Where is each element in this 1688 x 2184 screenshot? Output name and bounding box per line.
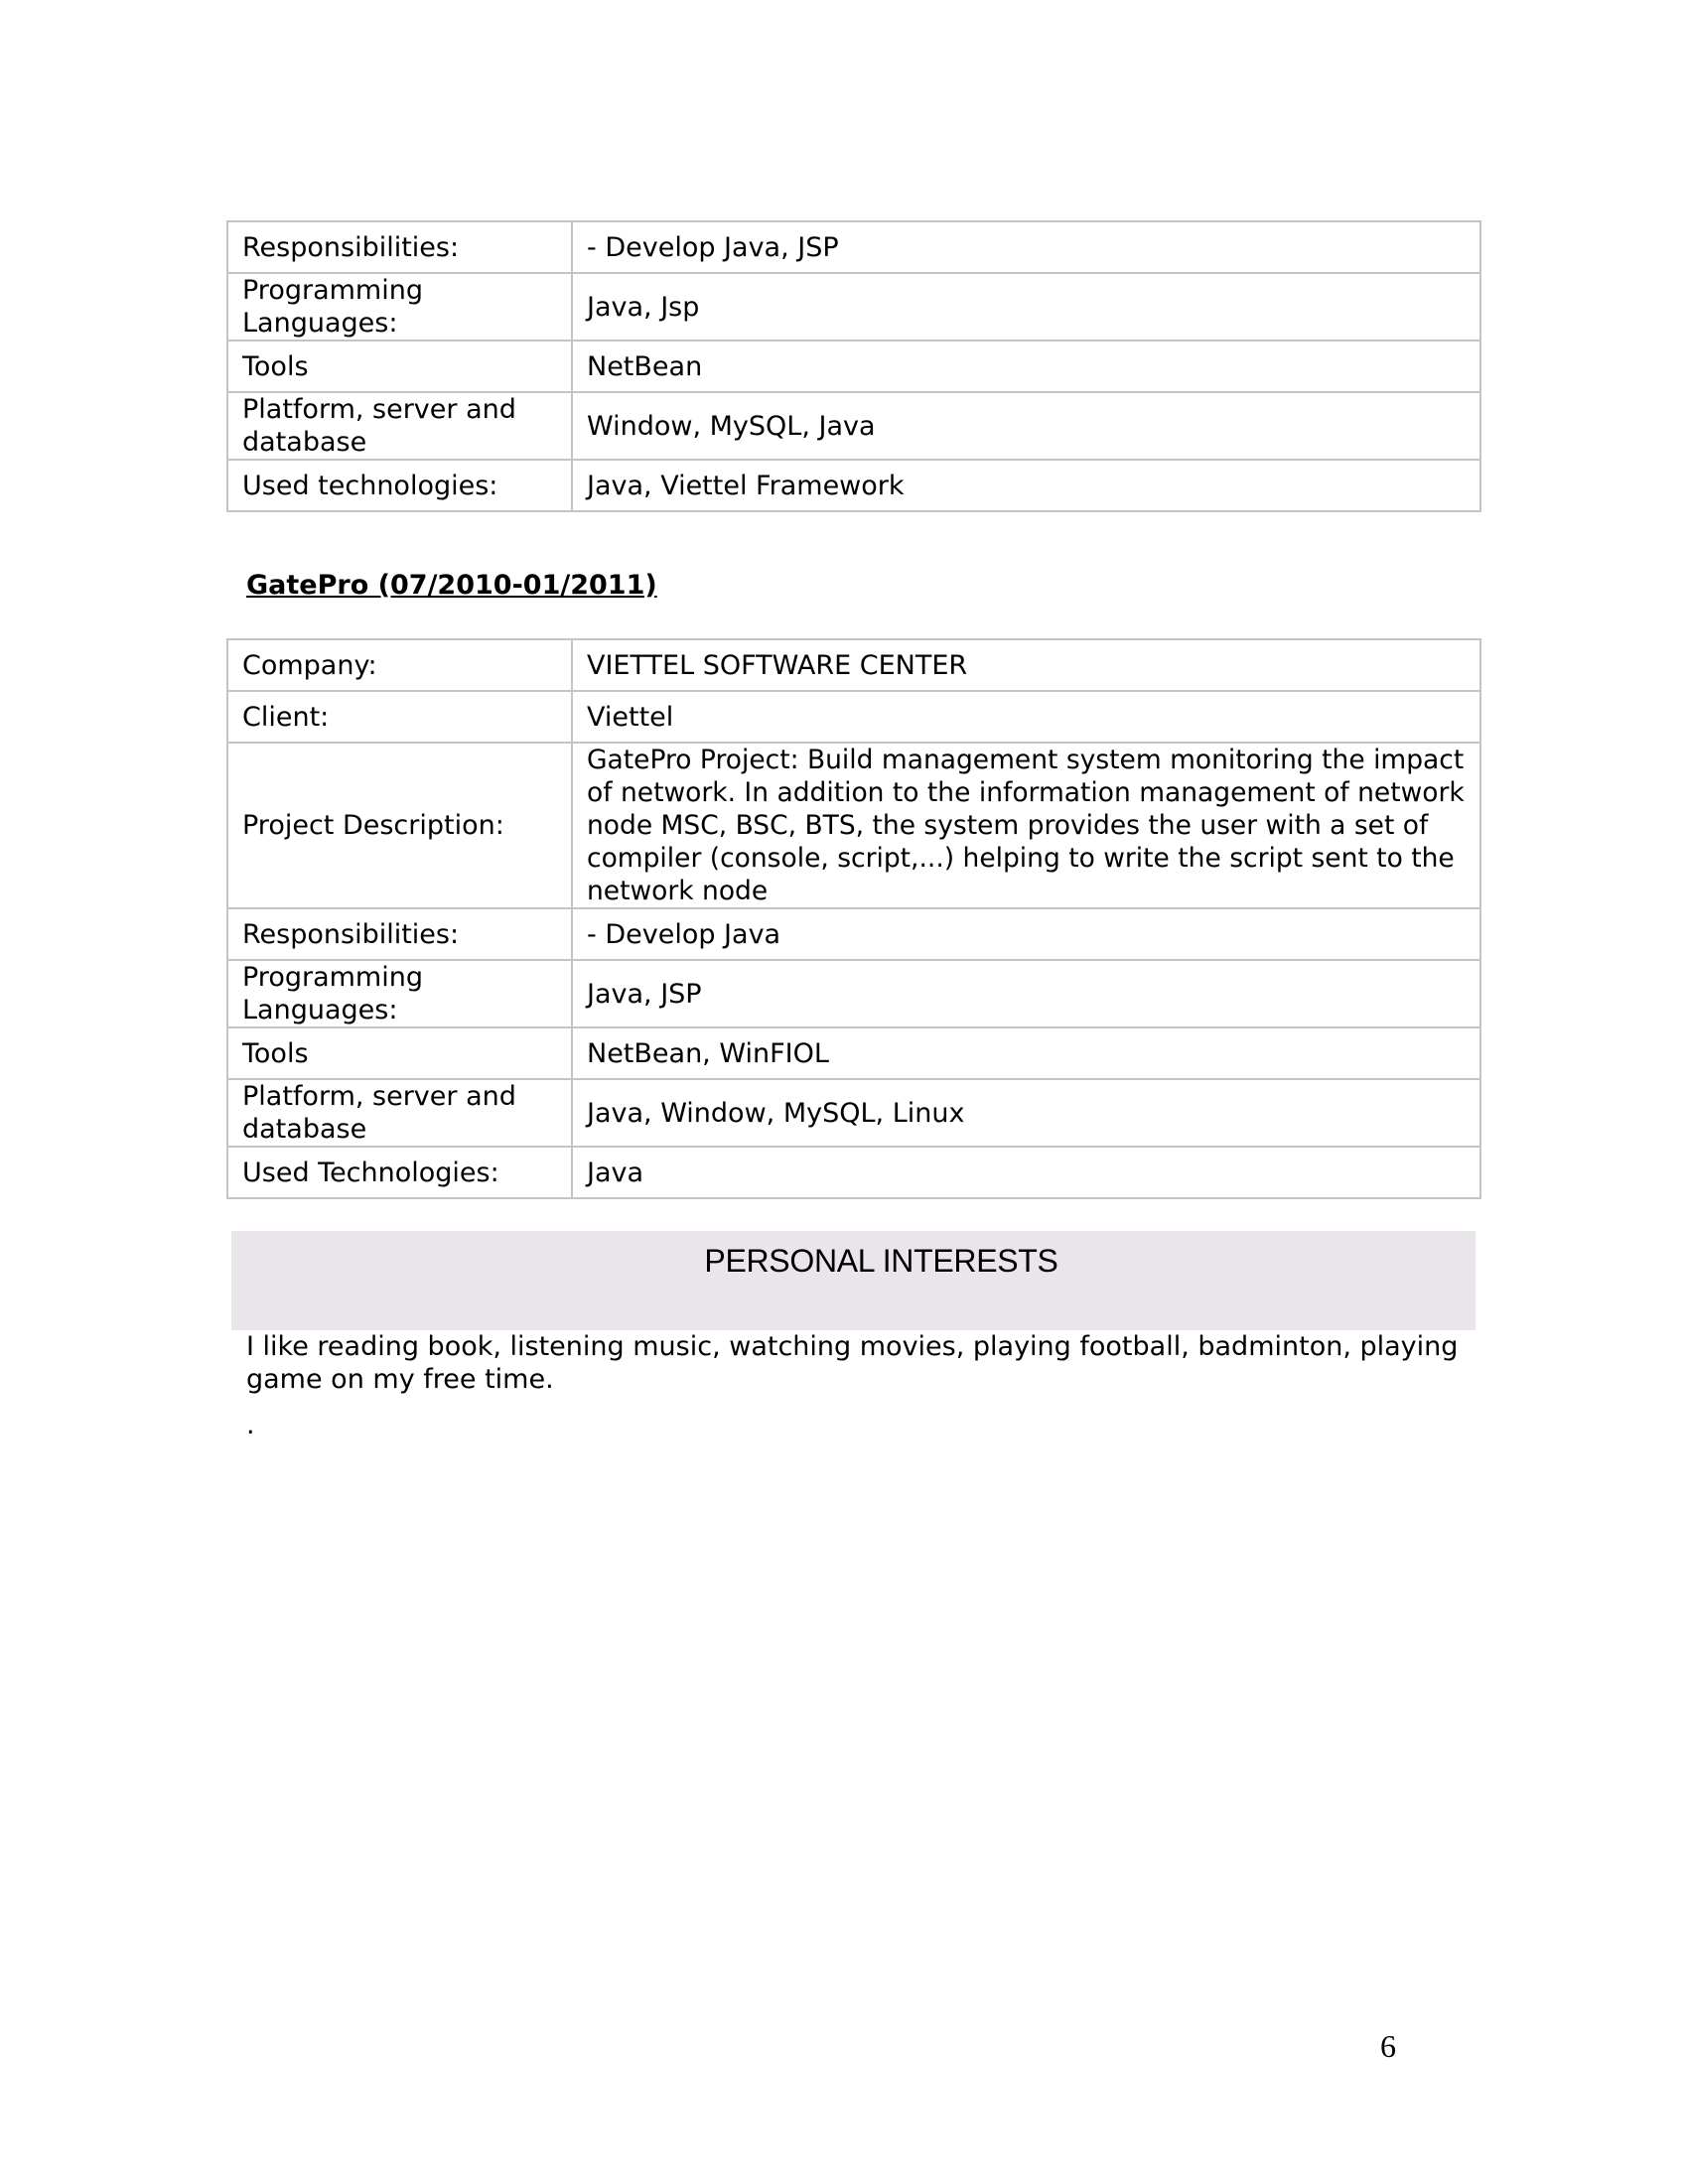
table-row bbox=[227, 743, 1480, 908]
row-label: Platform, server and database bbox=[227, 392, 572, 460]
table-row bbox=[227, 392, 1480, 460]
personal-interests-banner bbox=[231, 1231, 1476, 1330]
table-row bbox=[227, 960, 1480, 1027]
table-row bbox=[227, 639, 1480, 691]
row-label: Programming Languages: bbox=[227, 960, 572, 1027]
table-row bbox=[227, 341, 1480, 392]
row-label: Used Technologies: bbox=[227, 1147, 572, 1198]
row-label: Company: bbox=[227, 639, 572, 691]
row-value: Java, JSP bbox=[572, 960, 1480, 1027]
table-row bbox=[227, 908, 1480, 960]
project-details-table-2 bbox=[226, 638, 1481, 1199]
row-label: Tools bbox=[227, 341, 572, 392]
row-label: Client: bbox=[227, 691, 572, 743]
row-label: Responsibilities: bbox=[227, 221, 572, 273]
row-value: - Develop Java bbox=[572, 908, 1480, 960]
row-value: VIETTEL SOFTWARE CENTER bbox=[572, 639, 1480, 691]
section-title: PERSONAL INTERESTS bbox=[704, 1243, 1058, 1279]
row-value: NetBean, WinFIOL bbox=[572, 1027, 1480, 1079]
table-row bbox=[227, 1027, 1480, 1079]
project-details-table-1 bbox=[226, 220, 1481, 512]
personal-interests-text: I like reading book, listening music, watching movies, playing football, badminton, playing game on my free time. bbox=[246, 1331, 1459, 1395]
row-label: Tools bbox=[227, 1027, 572, 1079]
row-value: Java, Window, MySQL, Linux bbox=[572, 1079, 1480, 1147]
row-value: - Develop Java, JSP bbox=[572, 221, 1480, 273]
table-row bbox=[227, 1079, 1480, 1147]
row-label: Responsibilities: bbox=[227, 908, 572, 960]
table-row bbox=[227, 460, 1480, 511]
table-row bbox=[227, 273, 1480, 341]
row-value: GatePro Project: Build management system monitoring the impact of network. In addition to the information management of network node MSC, BSC, BTS, the system provides the user with a set of compiler (console, script,...) helping to write the script sent to the network node bbox=[572, 743, 1480, 908]
row-value: Window, MySQL, Java bbox=[572, 392, 1480, 460]
project-heading: GatePro (07/2010-01/2011) bbox=[246, 570, 657, 601]
row-label: Used technologies: bbox=[227, 460, 572, 511]
row-label: Platform, server and database bbox=[227, 1079, 572, 1147]
trailing-dot: . bbox=[246, 1410, 255, 1440]
table-row bbox=[227, 221, 1480, 273]
page-number: 6 bbox=[1380, 2028, 1396, 2064]
row-label: Project Description: bbox=[227, 743, 572, 908]
row-value: Java bbox=[572, 1147, 1480, 1198]
row-value: Java, Viettel Framework bbox=[572, 460, 1480, 511]
row-value: Java, Jsp bbox=[572, 273, 1480, 341]
table-row bbox=[227, 1147, 1480, 1198]
row-label: Programming Languages: bbox=[227, 273, 572, 341]
table-row bbox=[227, 691, 1480, 743]
row-value: Viettel bbox=[572, 691, 1480, 743]
row-value: NetBean bbox=[572, 341, 1480, 392]
